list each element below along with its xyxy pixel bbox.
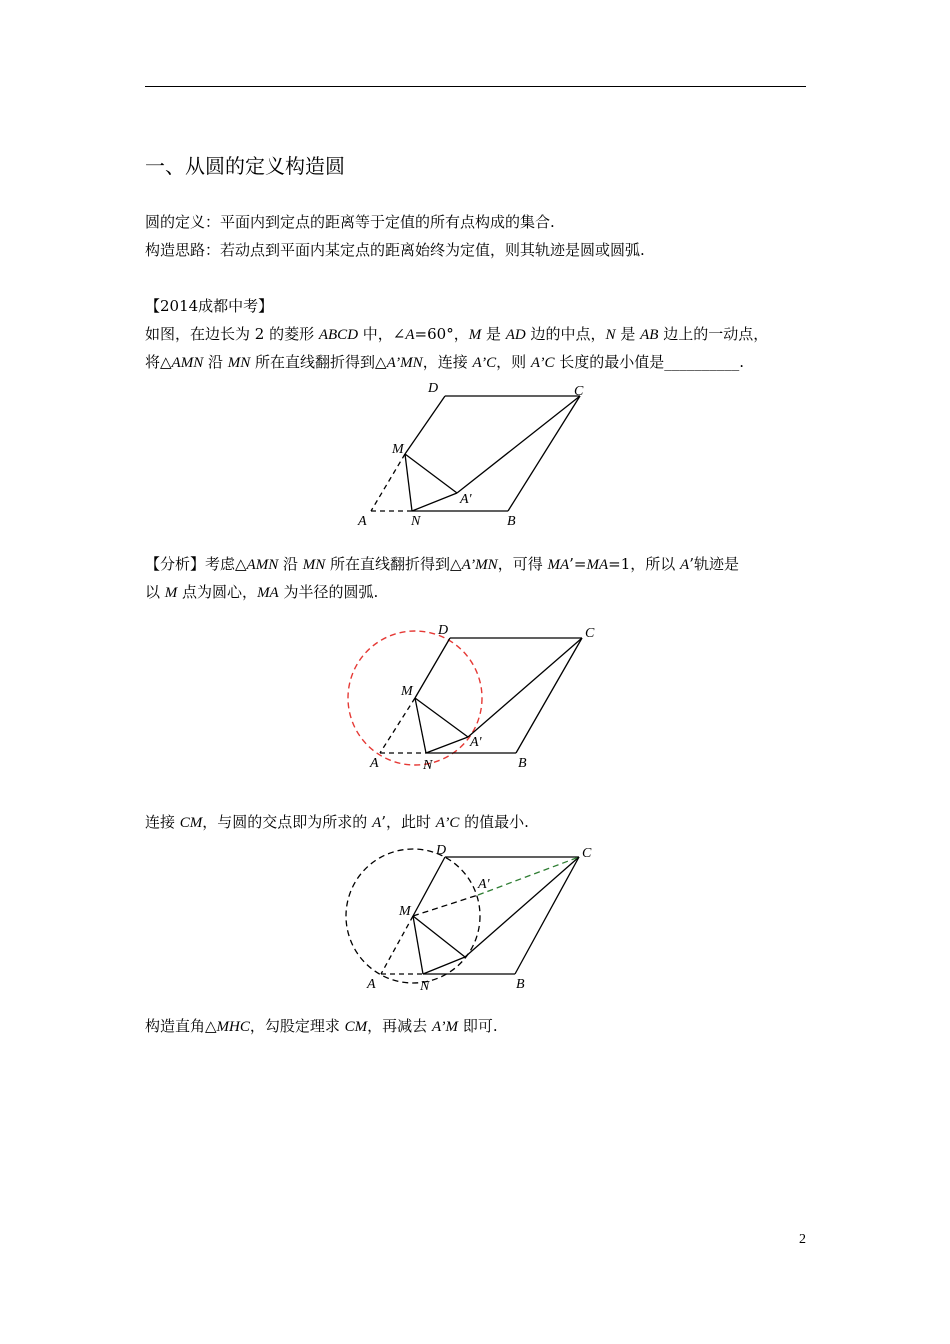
segment-ma-prime — [405, 454, 457, 493]
label-n: N — [423, 758, 433, 773]
step3-line: 构造直角△MHC，勾股定理求 CM，再减去 A’M 即可. — [145, 1017, 498, 1035]
label-a-prime: A' — [460, 492, 472, 507]
label-b: B — [507, 514, 516, 529]
label-m: M — [399, 904, 411, 919]
label-n: N — [411, 514, 421, 529]
problem-source: 【2014成都中考】 — [145, 297, 274, 315]
section-title: 一、从圆的定义构造圆 — [145, 154, 345, 178]
circle-definition: 圆的定义：平面内到定点的距离等于定值的所有点构成的集合. — [145, 213, 555, 231]
label-d: D — [428, 381, 439, 396]
label-a: A — [370, 756, 379, 771]
figure-rhombus-2 — [340, 620, 610, 780]
label-d: D — [438, 623, 449, 638]
step2-line: 连接 CM，与圆的交点即为所求的 A’，此时 A’C 的值最小. — [145, 813, 529, 831]
problem-line-1: 如图，在边长为 2 的菱形 ABCD 中，∠A=60°，M 是 AD 边的中点，N 是 AB 边上的一动点， — [145, 325, 769, 343]
label-a-prime: A' — [470, 735, 482, 750]
label-m: M — [401, 684, 413, 699]
dashed-ma — [371, 454, 405, 511]
label-b: B — [516, 977, 525, 992]
label-a-prime: A' — [478, 877, 490, 892]
label-n: N — [420, 979, 430, 994]
label-a: A — [367, 977, 376, 992]
label-a: A — [358, 514, 367, 529]
label-b: B — [518, 756, 527, 771]
header-rule — [145, 86, 806, 87]
segment-mn — [405, 454, 412, 511]
analysis-line-2: 以 M 点为圆心，MA 为半径的圆弧. — [145, 583, 379, 601]
label-m: M — [392, 442, 404, 457]
edge-dm — [405, 396, 445, 454]
edge-cb — [508, 396, 580, 511]
label-d: D — [436, 843, 447, 858]
page-number: 2 — [799, 1232, 806, 1247]
construction-idea: 构造思路：若动点到平面内某定点的距离始终为定值，则其轨迹是圆或圆弧. — [145, 241, 645, 259]
label-c: C — [585, 626, 595, 641]
segment-na-prime — [412, 493, 457, 511]
label-c: C — [574, 384, 584, 399]
label-c: C — [582, 846, 592, 861]
figure-rhombus-1 — [340, 375, 600, 535]
problem-line-2: 将△AMN 沿 MN 所在直线翻折得到△A’MN，连接 A’C，则 A’C 长度的最小值是__________. — [145, 353, 745, 371]
green-a-prime-c — [478, 857, 579, 895]
figure-rhombus-3 — [335, 840, 610, 1000]
analysis-line-1: 【分析】考虑△AMN 沿 MN 所在直线翻折得到△A’MN，可得 MA’=MA=1，所以 A’轨迹是 — [145, 555, 739, 573]
segment-a-prime-c — [457, 396, 580, 493]
